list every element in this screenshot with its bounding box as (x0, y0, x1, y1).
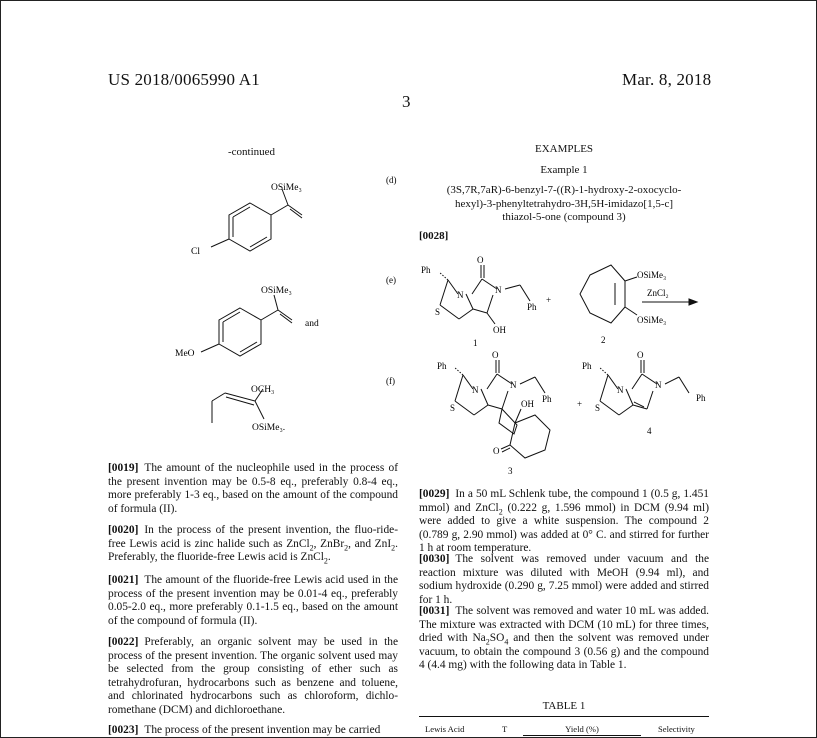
paragraph-tag: [0022] (108, 636, 139, 648)
struct-e-meo: MeO (175, 349, 195, 359)
c4-ph2: Ph (696, 393, 706, 403)
label-d: (d) (386, 175, 397, 185)
c4-s: S (595, 403, 601, 413)
c1-n2: N (495, 285, 502, 295)
c2-number: 2 (601, 335, 606, 345)
paragraph-0030 (419, 553, 709, 607)
c3-s: S (450, 403, 456, 413)
paragraph-tag: [0020] (108, 524, 139, 536)
plus-1: + (546, 295, 552, 305)
c2-osime3-bottom: OSiMe₃ (637, 315, 667, 325)
label-f: (f) (386, 376, 395, 386)
publication-date: Mar. 8, 2018 (622, 70, 712, 89)
struct-e-and: and (305, 319, 319, 329)
table-header-lewis-acid: Lewis Acid (425, 724, 465, 734)
paragraph-0021 (108, 574, 398, 628)
paragraph-tag: [0030] (419, 553, 450, 565)
struct-e-ring (219, 308, 261, 356)
reagent-zncl2: ZnCl₂ (647, 288, 669, 298)
c3-ph2: Ph (542, 394, 552, 404)
struct-d-cl: Cl (191, 247, 200, 257)
struct-f-osime3: OSiMe₃. (252, 423, 286, 433)
examples-heading: EXAMPLES (534, 143, 594, 155)
c3-oh: OH (521, 399, 534, 409)
paragraph-tag: [0019] (108, 462, 139, 474)
table-yield-rule (523, 735, 641, 736)
plus-2: + (577, 399, 583, 409)
paragraph-0022 (108, 636, 398, 718)
compound-title: (3S,7R,7aR)-6-benzyl-7-((R)-1-hydroxy-2-oxocyclo- hexyl)-3-phenyltetrahydro-3H,5H-imidazo[1,5-c] thiazol-5-one (compound 3) (446, 184, 682, 223)
reaction-scheme (415, 245, 715, 480)
paragraph-0031: [0031] The solvent was removed and water 10 mL was added. The mixture was extracted with DCM (10 mL) for three times, dried with $Na_2SO_4$ and then the solvent was removed under vacuum, to obtain the compound 3 (0.56 g) and the compound 4 (4.4 mg) with the following data in Table 1. (419, 605, 709, 672)
c3-o: O (492, 350, 499, 360)
paragraph-text: The solvent was removed under vacuum and the reaction mixture was diluted with MeOH (9.94 ml), and sodium hydroxide (0.290 g, 7.25 mmol) were added and stirred for 1 h. (419, 553, 709, 606)
patent-number: US 2018/0065990 A1 (108, 70, 260, 89)
table-header-selectivity: Selectivity (658, 724, 695, 734)
c4-number: 4 (647, 426, 652, 436)
table-top-rule (419, 716, 709, 717)
label-e: (e) (386, 275, 396, 285)
struct-e-osime3: OSiMe₃ (261, 286, 292, 296)
paragraph-0019 (108, 462, 398, 516)
paragraph-0023 (108, 724, 398, 738)
continued-label: -continued (228, 146, 276, 158)
paragraph-text: The process of the present invention may be carried (144, 724, 381, 736)
paragraph-0029: [0029] In a 50 mL Schlenk tube, the compound 1 (0.5 g, 1.451 mmol) and ZnCl$_2$ (0.222 g, 1.596 mmol) in DCM (9.94 ml) were added to give a white suspension. The compound 2 (0.789 g, 2.90 mmol) was added at 0° C. and stirred for further 1 h at room temperature. (419, 488, 710, 555)
paragraph-tag: [0029] (419, 488, 450, 500)
c1-s: S (435, 307, 441, 317)
paragraph-tag: [0023] (108, 724, 139, 736)
c1-oh: OH (493, 325, 506, 335)
c4-n: N (617, 385, 624, 395)
c1-ph2: Ph (527, 302, 537, 312)
paragraph-tag: [0031] (419, 605, 450, 617)
c3-n2: N (510, 380, 517, 390)
table-header-yield: Yield (%) (565, 724, 599, 734)
c1-number: 1 (473, 338, 478, 348)
paragraph-text: Preferably, an organic solvent may be used in the process of the present invention. The organic solvent used may be selected from the group consisting of ether such as tetrahydrofuran, hydrocarbons such as benzene and toluene, and chlorinated hydrocarbons such as chloroform, dichlo-romethane (DCM) and dichloroethane. (108, 636, 398, 716)
paragraph-text: The amount of the fluoride-free Lewis acid used in the process of the present invention may be 0.01-4 eq., preferably 0.05-2.0 eq., more preferably 0.1-1.5 eq., based on the amount of the compound of formula (II). (108, 574, 398, 627)
struct-d-ring (229, 203, 271, 251)
paragraph-text: The amount of the nucleophile used in the process of the present invention may be 0.5-8 eq., preferably 0.8-4 eq., more preferably 1-3 eq., based on the amount of the compound of formula (II). (108, 462, 398, 515)
struct-f-och3: OCH₃ (251, 385, 275, 395)
paragraph-0020: [0020] In the process of the present invention, the fluo-ride-free Lewis acid is zinc halide such as ZnCl$_2$, ZnBr$_2$, and ZnI$_2$. Preferably, the fluoride-free Lewis acid is ZnCl$_2$. (108, 524, 398, 566)
c4-ph: Ph (582, 361, 592, 371)
paragraph-tag-0028: [0028] (419, 230, 449, 242)
struct-d-osime3: OSiMe₃ (271, 183, 302, 193)
structures-d-e-f (105, 165, 405, 440)
example-1-heading: Example 1 (540, 164, 588, 176)
table-header-t: T (502, 724, 508, 734)
c3-n: N (472, 385, 479, 395)
c2-osime3-top: OSiMe₃ (637, 270, 667, 280)
c1-o: O (477, 255, 484, 265)
c4-o: O (637, 350, 644, 360)
paragraph-tag: [0021] (108, 574, 139, 586)
c1-ph: Ph (421, 265, 431, 275)
c3-ph: Ph (437, 361, 447, 371)
c3-ketone-o: O (493, 446, 500, 456)
page-number: 3 (402, 92, 411, 111)
c3-number: 3 (508, 466, 513, 476)
table-title: TABLE 1 (542, 700, 586, 712)
c1-n: N (457, 290, 464, 300)
c4-n2: N (655, 380, 662, 390)
